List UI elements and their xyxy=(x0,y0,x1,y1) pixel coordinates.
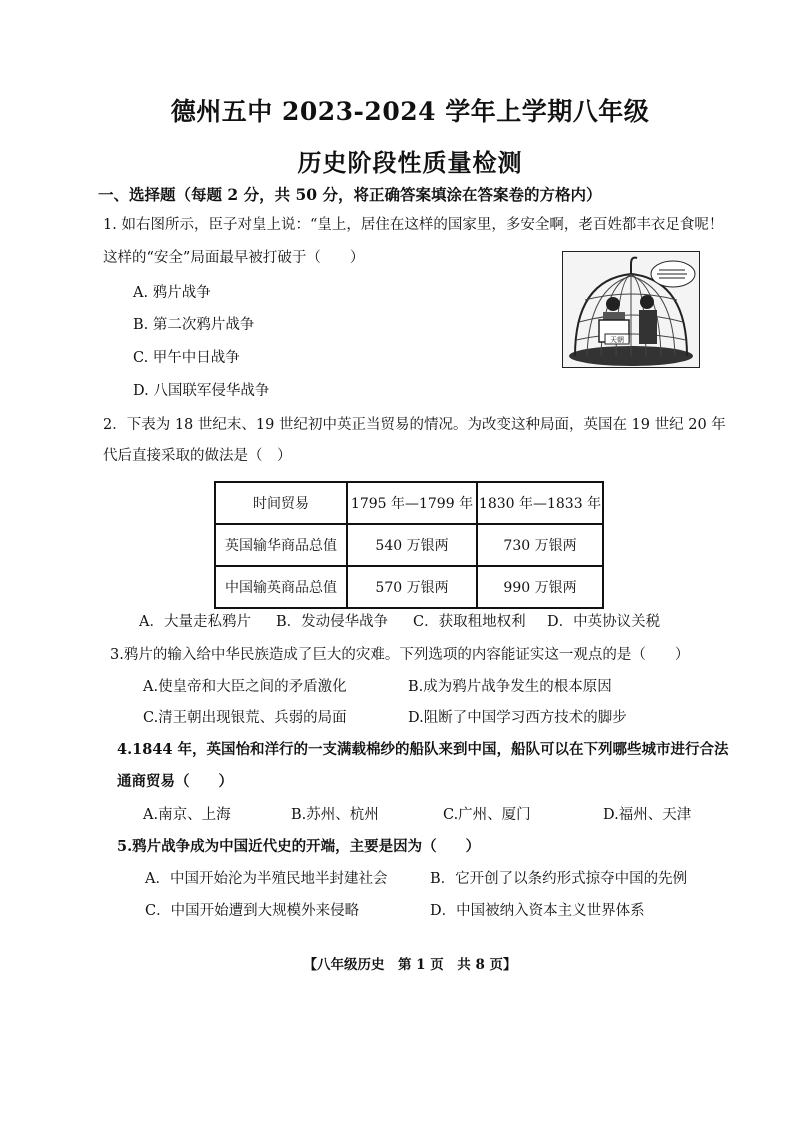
page-footer: 【八年级历史 第 1 页 共 8 页】 xyxy=(303,957,517,973)
section-heading: 一、选择题（每题 2 分，共 50 分，将正确答案填涂在答案卷的方格内） xyxy=(98,185,602,204)
cartoon-plaque-label: 天朝 xyxy=(610,336,624,344)
q2-option-c: C．获取租地权利 xyxy=(413,614,526,630)
q4-option-b: B.苏州、杭州 xyxy=(291,807,379,823)
q3-option-d: D.阻断了中国学习西方技术的脚步 xyxy=(408,710,627,726)
q4-stem-line2: 通商贸易（ ） xyxy=(117,773,233,790)
q2-option-a: A．大量走私鸦片 xyxy=(139,614,251,630)
q3-option-c: C.清王朝出现银荒、兵弱的局面 xyxy=(143,710,347,726)
q4-option-a: A.南京、上海 xyxy=(143,807,231,823)
q1-stem-line1: 1. 如右图所示，臣子对皇上说：“皇上，居住在这样的国家里，多安全啊，老百姓都丰衣足食呢！ xyxy=(103,217,724,233)
table-cell: 990 万银两 xyxy=(477,566,603,608)
table-cell: 540 万银两 xyxy=(347,524,477,566)
q1-option-d: D. 八国联军侵华战争 xyxy=(133,383,270,399)
q2-stem-line1: 2．下表为 18 世纪末、19 世纪初中英正当贸易的情况。为改变这种局面，英国在 19 世纪 20 年 xyxy=(103,417,726,433)
q1-cartoon-image xyxy=(562,251,700,368)
table-header-cell: 1795 年—1799 年 xyxy=(347,482,477,524)
table-cell: 中国输英商品总值 xyxy=(215,566,347,608)
table-cell: 730 万银两 xyxy=(477,524,603,566)
q5-option-c: C．中国开始遭到大规模外来侵略 xyxy=(145,903,360,919)
q2-option-d: D．中英协议关税 xyxy=(547,614,661,630)
q4-option-d: D.福州、天津 xyxy=(603,807,692,823)
q5-option-a: A．中国开始沦为半殖民地半封建社会 xyxy=(145,871,388,887)
q1-option-a: A. 鸦片战争 xyxy=(133,285,211,301)
q3-option-b: B.成为鸦片战争发生的根本原因 xyxy=(408,679,612,695)
q5-option-d: D．中国被纳入资本主义世界体系 xyxy=(430,903,645,919)
table-header-cell: 1830 年—1833 年 xyxy=(477,482,603,524)
q1-option-c: C. 甲午中日战争 xyxy=(133,350,240,366)
exam-subtitle: 历史阶段性质量检测 xyxy=(297,148,523,177)
table-row xyxy=(215,566,603,608)
q4-option-c: C.广州、厦门 xyxy=(443,807,531,823)
q1-stem-line2: 这样的“安全”局面最早被打破于（ ） xyxy=(103,250,365,266)
table-header-cell: 时间贸易 xyxy=(215,482,347,524)
table-cell: 英国输华商品总值 xyxy=(215,524,347,566)
q3-option-a: A.使皇帝和大臣之间的矛盾激化 xyxy=(143,679,347,695)
table-row xyxy=(215,524,603,566)
q2-stem-line2: 代后直接采取的做法是（ ） xyxy=(103,448,292,464)
trade-table xyxy=(214,481,604,609)
table-cell: 570 万银两 xyxy=(347,566,477,608)
table-header-row xyxy=(215,482,603,524)
q2-option-b: B．发动侵华战争 xyxy=(276,614,389,630)
q5-stem: 5.鸦片战争成为中国近代史的开端，主要是因为（ ） xyxy=(117,838,481,855)
exam-title: 德州五中 2023-2024 学年上学期八年级 xyxy=(170,97,650,126)
q3-stem: 3.鸦片的输入给中华民族造成了巨大的灾难。下列选项的内容能证实这一观点的是（ ） xyxy=(110,647,690,663)
q5-option-b: B．它开创了以条约形式掠夺中国的先例 xyxy=(430,871,688,887)
q1-option-b: B. 第二次鸦片战争 xyxy=(133,317,255,333)
q4-stem-line1: 4.1844 年，英国怡和洋行的一支满载棉纱的船队来到中国，船队可以在下列哪些城市进行合法 xyxy=(117,741,729,758)
